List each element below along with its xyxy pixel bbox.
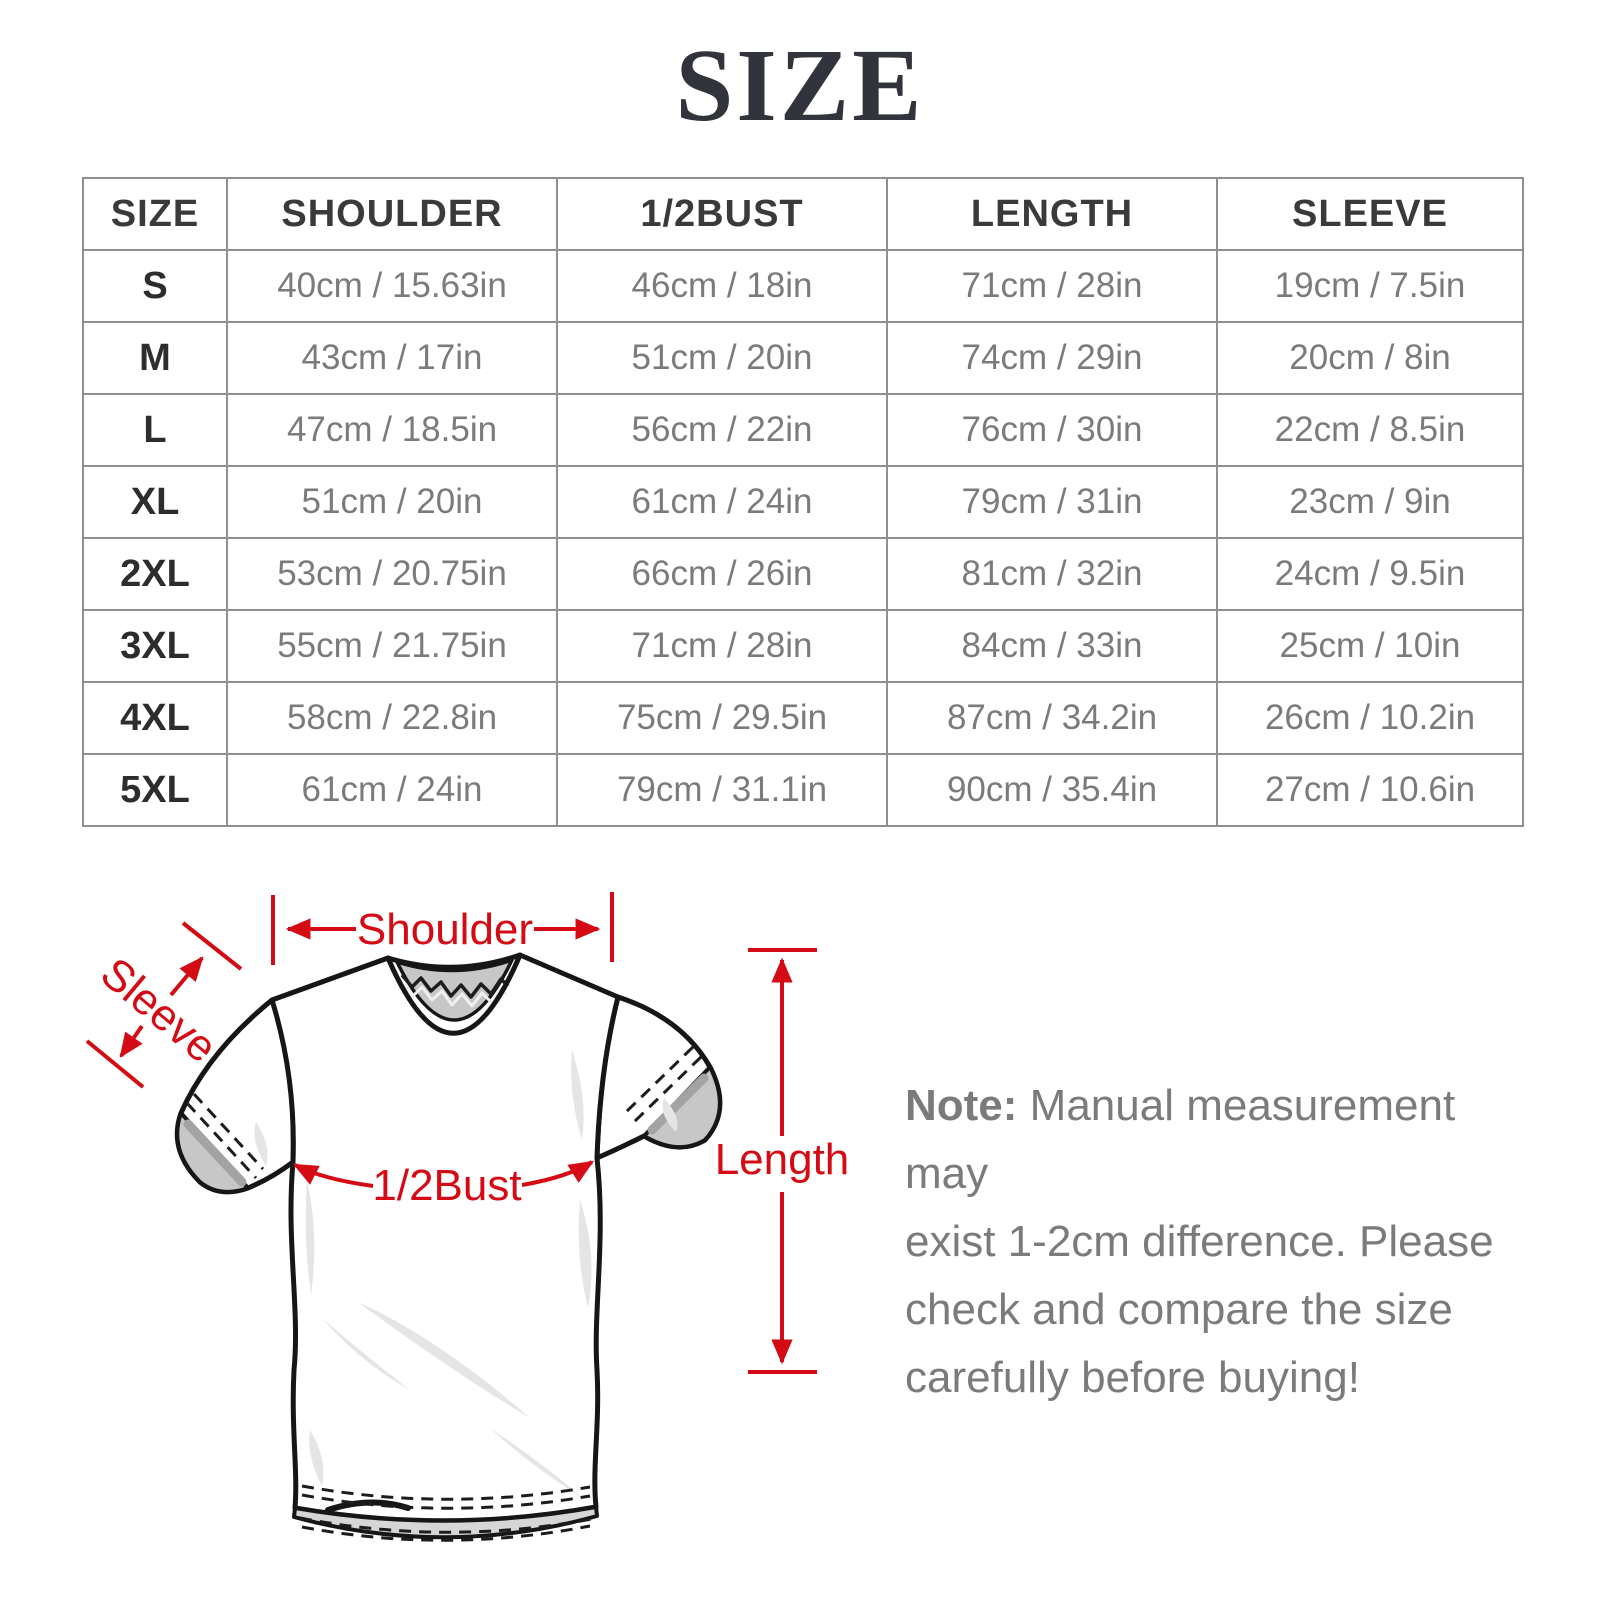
measurement-cell: 47cm / 18.5in [227,394,557,466]
size-cell: 5XL [83,754,227,826]
measurement-cell: 51cm / 20in [557,322,887,394]
size-cell: S [83,250,227,322]
measurement-cell: 20cm / 8in [1217,322,1523,394]
sleeve-label: Sleeve [91,948,226,1073]
size-cell: M [83,322,227,394]
tshirt-illustration [177,955,720,1540]
table-row [83,250,1523,322]
sleeve-tick-bottom [87,1041,143,1087]
measurement-cell: 71cm / 28in [887,250,1217,322]
measurement-cell: 79cm / 31.1in [557,754,887,826]
note-line-2: exist 1-2cm difference. Please [905,1217,1494,1266]
measurement-cell: 74cm / 29in [887,322,1217,394]
measurement-cell: 40cm / 15.63in [227,250,557,322]
size-cell: XL [83,466,227,538]
measurement-cell: 71cm / 28in [557,610,887,682]
note-line-3: check and compare the size [905,1285,1453,1334]
length-label: Length [714,1135,850,1184]
measurement-cell: 46cm / 18in [557,250,887,322]
measurement-cell: 87cm / 34.2in [887,682,1217,754]
column-header: SLEEVE [1217,178,1523,250]
size-table-header [83,178,1523,250]
page-title: SIZE [675,28,925,143]
header-row [83,178,1523,250]
column-header: 1/2BUST [557,178,887,250]
half-bust-label: 1/2Bust [372,1161,522,1210]
measurement-cell: 27cm / 10.6in [1217,754,1523,826]
measurement-cell: 53cm / 20.75in [227,538,557,610]
column-header: SHOULDER [227,178,557,250]
note-text [905,1072,1545,1412]
measurement-cell: 90cm / 35.4in [887,754,1217,826]
sleeve-arrow-down [121,1026,142,1056]
measurement-cell: 26cm / 10.2in [1217,682,1523,754]
table-row [83,754,1523,826]
size-cell: 2XL [83,538,227,610]
measurement-cell: 84cm / 33in [887,610,1217,682]
measurement-cell: 76cm / 30in [887,394,1217,466]
note-label: Note: [905,1081,1018,1130]
table-row [83,538,1523,610]
measurement-cell: 79cm / 31in [887,466,1217,538]
table-row [83,682,1523,754]
column-header: LENGTH [887,178,1217,250]
measurement-cell: 58cm / 22.8in [227,682,557,754]
table-row [83,322,1523,394]
measurement-cell: 61cm / 24in [557,466,887,538]
measurement-cell: 23cm / 9in [1217,466,1523,538]
column-header: SIZE [83,178,227,250]
sleeve-tick-top [183,923,241,969]
measurement-cell: 55cm / 21.75in [227,610,557,682]
size-cell: 3XL [83,610,227,682]
measurement-cell: 75cm / 29.5in [557,682,887,754]
table-row [83,394,1523,466]
table-row [83,466,1523,538]
table-row [83,610,1523,682]
measurement-cell: 25cm / 10in [1217,610,1523,682]
size-cell: 4XL [83,682,227,754]
measurement-cell: 43cm / 17in [227,322,557,394]
measurement-cell: 19cm / 7.5in [1217,250,1523,322]
note-line-4: carefully before buying! [905,1353,1360,1402]
measurement-cell: 51cm / 20in [227,466,557,538]
measurement-cell: 24cm / 9.5in [1217,538,1523,610]
sleeve-arrow-up [171,958,202,995]
tshirt-measurement-diagram [60,870,850,1580]
size-table [82,177,1524,827]
measurement-cell: 81cm / 32in [887,538,1217,610]
measurement-cell: 22cm / 8.5in [1217,394,1523,466]
note-line-1: Manual measurement may [905,1081,1456,1198]
size-table-body [83,250,1523,826]
size-cell: L [83,394,227,466]
measurement-cell: 61cm / 24in [227,754,557,826]
measurement-cell: 56cm / 22in [557,394,887,466]
shirt-body [272,955,618,1521]
measurement-cell: 66cm / 26in [557,538,887,610]
shoulder-label: Shoulder [356,905,534,954]
